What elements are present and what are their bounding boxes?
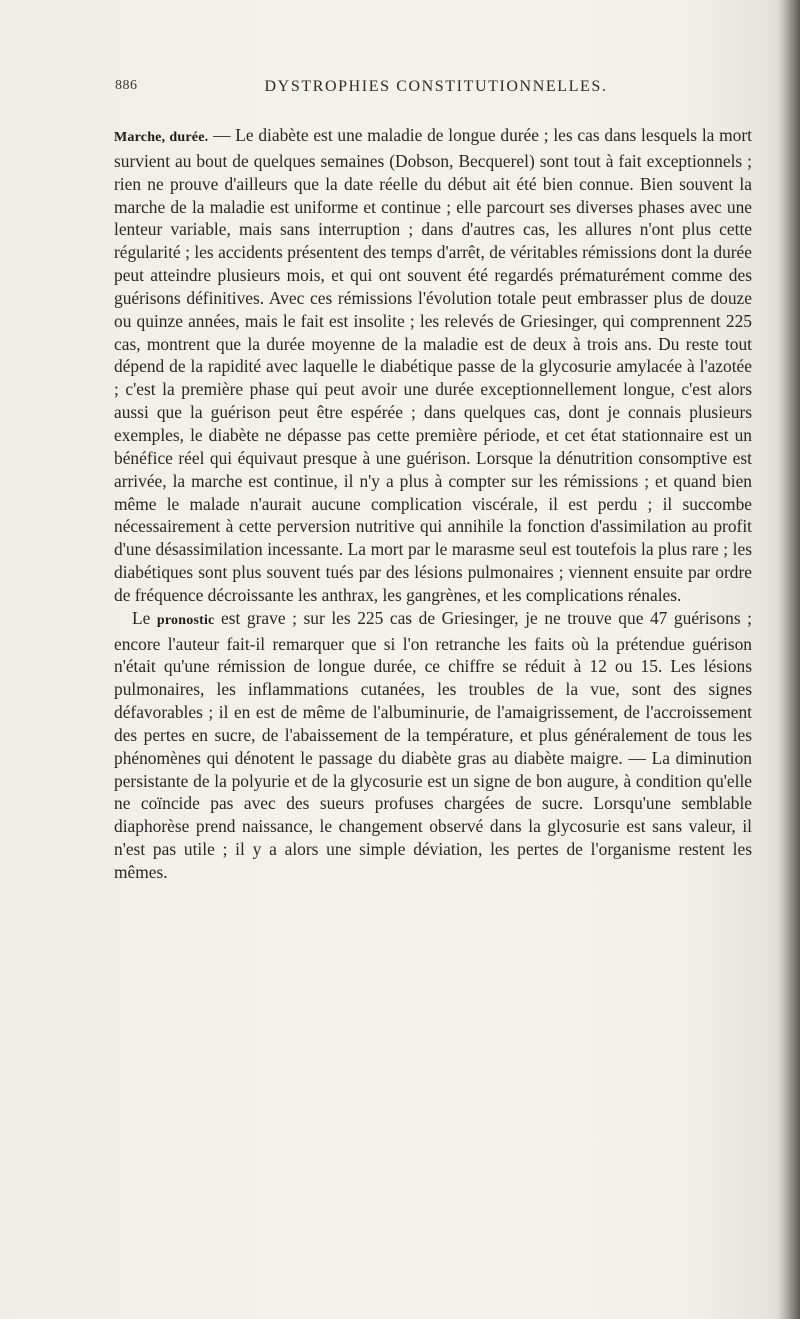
page-binding-edge — [778, 0, 800, 1319]
paragraph-text-lead: Le — [132, 607, 157, 628]
paragraph-marche-duree — [114, 124, 752, 607]
running-title: DYSTROPHIES CONSTITUTIONNELLES. — [264, 78, 608, 95]
section-heading-pronostic: pronostic — [156, 612, 215, 628]
page-number: 886 — [115, 78, 138, 93]
running-head — [115, 78, 735, 100]
body-text — [114, 124, 752, 884]
paragraph-text: — Le diabète est une maladie de longue durée ; les cas dans lesquels la mort survient au bout de quelques semaines (Dobson, Becquerel) sont tout à fait exceptionnels ; rien ne prouve d'ailleurs que la date réelle du début ait été bien connue. Bien souvent la marche de la maladie est uniforme et continue ; elle parcourt ses diverses phases avec une lenteur variable, mais sans interruption ; dans d'autres cas, les allures n'ont plus cette régularité ; les accidents présentent des temps d'arrêt, de véritables rémissions dont la durée peut atteindre plusieurs mois, et qui ont souvent été regardés prématurément comme des guérisons définitives. Avec ces rémissions l'évolution totale peut embrasser plus de douze ou quinze années, mais le fait est insolite ; les relevés de Griesinger, qui comprennent 225 cas, montrent que la durée moyenne de la maladie est de deux à trois ans. Du reste tout dépend de la rapidité avec laquelle le diabétique passe de la glycosurie amylacée à l'azotée ; c'est la première phase qui peut avoir une durée exceptionnellement longue, c'est alors aussi que la guérison peut être espérée ; dans quelques cas, dont je connais plusieurs exemples, le diabète ne dépasse pas cette première période, et cet état stationnaire est un bénéfice réel qui équivaut presque à une guérison. Lorsque la dénutrition consomptive est arrivée, la marche est continue, il n'y a plus à compter sur les rémissions ; et quand bien même le malade n'aurait aucune complication viscérale, il est perdu ; il succombe nécessairement à cette perversion nutritive qui annihile la fonction d'assimilation au profit d'une désassimilation incessante. La mort par le marasme seul est toutefois la plus rare ; les diabétiques sont plus souvent tués par des lésions pulmonaires ; viennent ensuite par ordre de fréquence décroissante les anthrax, les gangrènes, et les complications rénales. — [114, 125, 752, 605]
paragraph-pronostic — [114, 607, 752, 884]
section-heading-marche-duree: Marche, durée. — [114, 130, 209, 145]
paragraph-text: est grave ; sur les 225 cas de Griesinger, je ne trouve que 47 guérisons ; encore l'auteur fait-il remarquer que si l'on retranche les faits où la prétendue guérison n'était qu'une rémission de longue durée, ce chiffre se réduit à 12 ou 15. Les lésions pulmonaires, les inflammations cutanées, les troubles de la vue, sont des signes défavorables ; il en est de même de l'albuminurie, de l'amaigrissement, de l'accroissement des pertes en sucre, de l'abaissement de la température, et plus généralement de tous les phénomènes qui dénotent le passage du diabète gras au diabète maigre. — La diminution persistante de la polyurie et de la glycosurie est un signe de bon augure, à condition qu'elle ne coïncide pas avec des sueurs profuses chargées de sucre. Lorsqu'une semblable diaphorèse prend naissance, le changement observé dans la glycosurie est sans valeur, il n'est pas utile ; il y a alors une simple déviation, les pertes de l'organisme restent les mêmes. — [114, 607, 752, 882]
